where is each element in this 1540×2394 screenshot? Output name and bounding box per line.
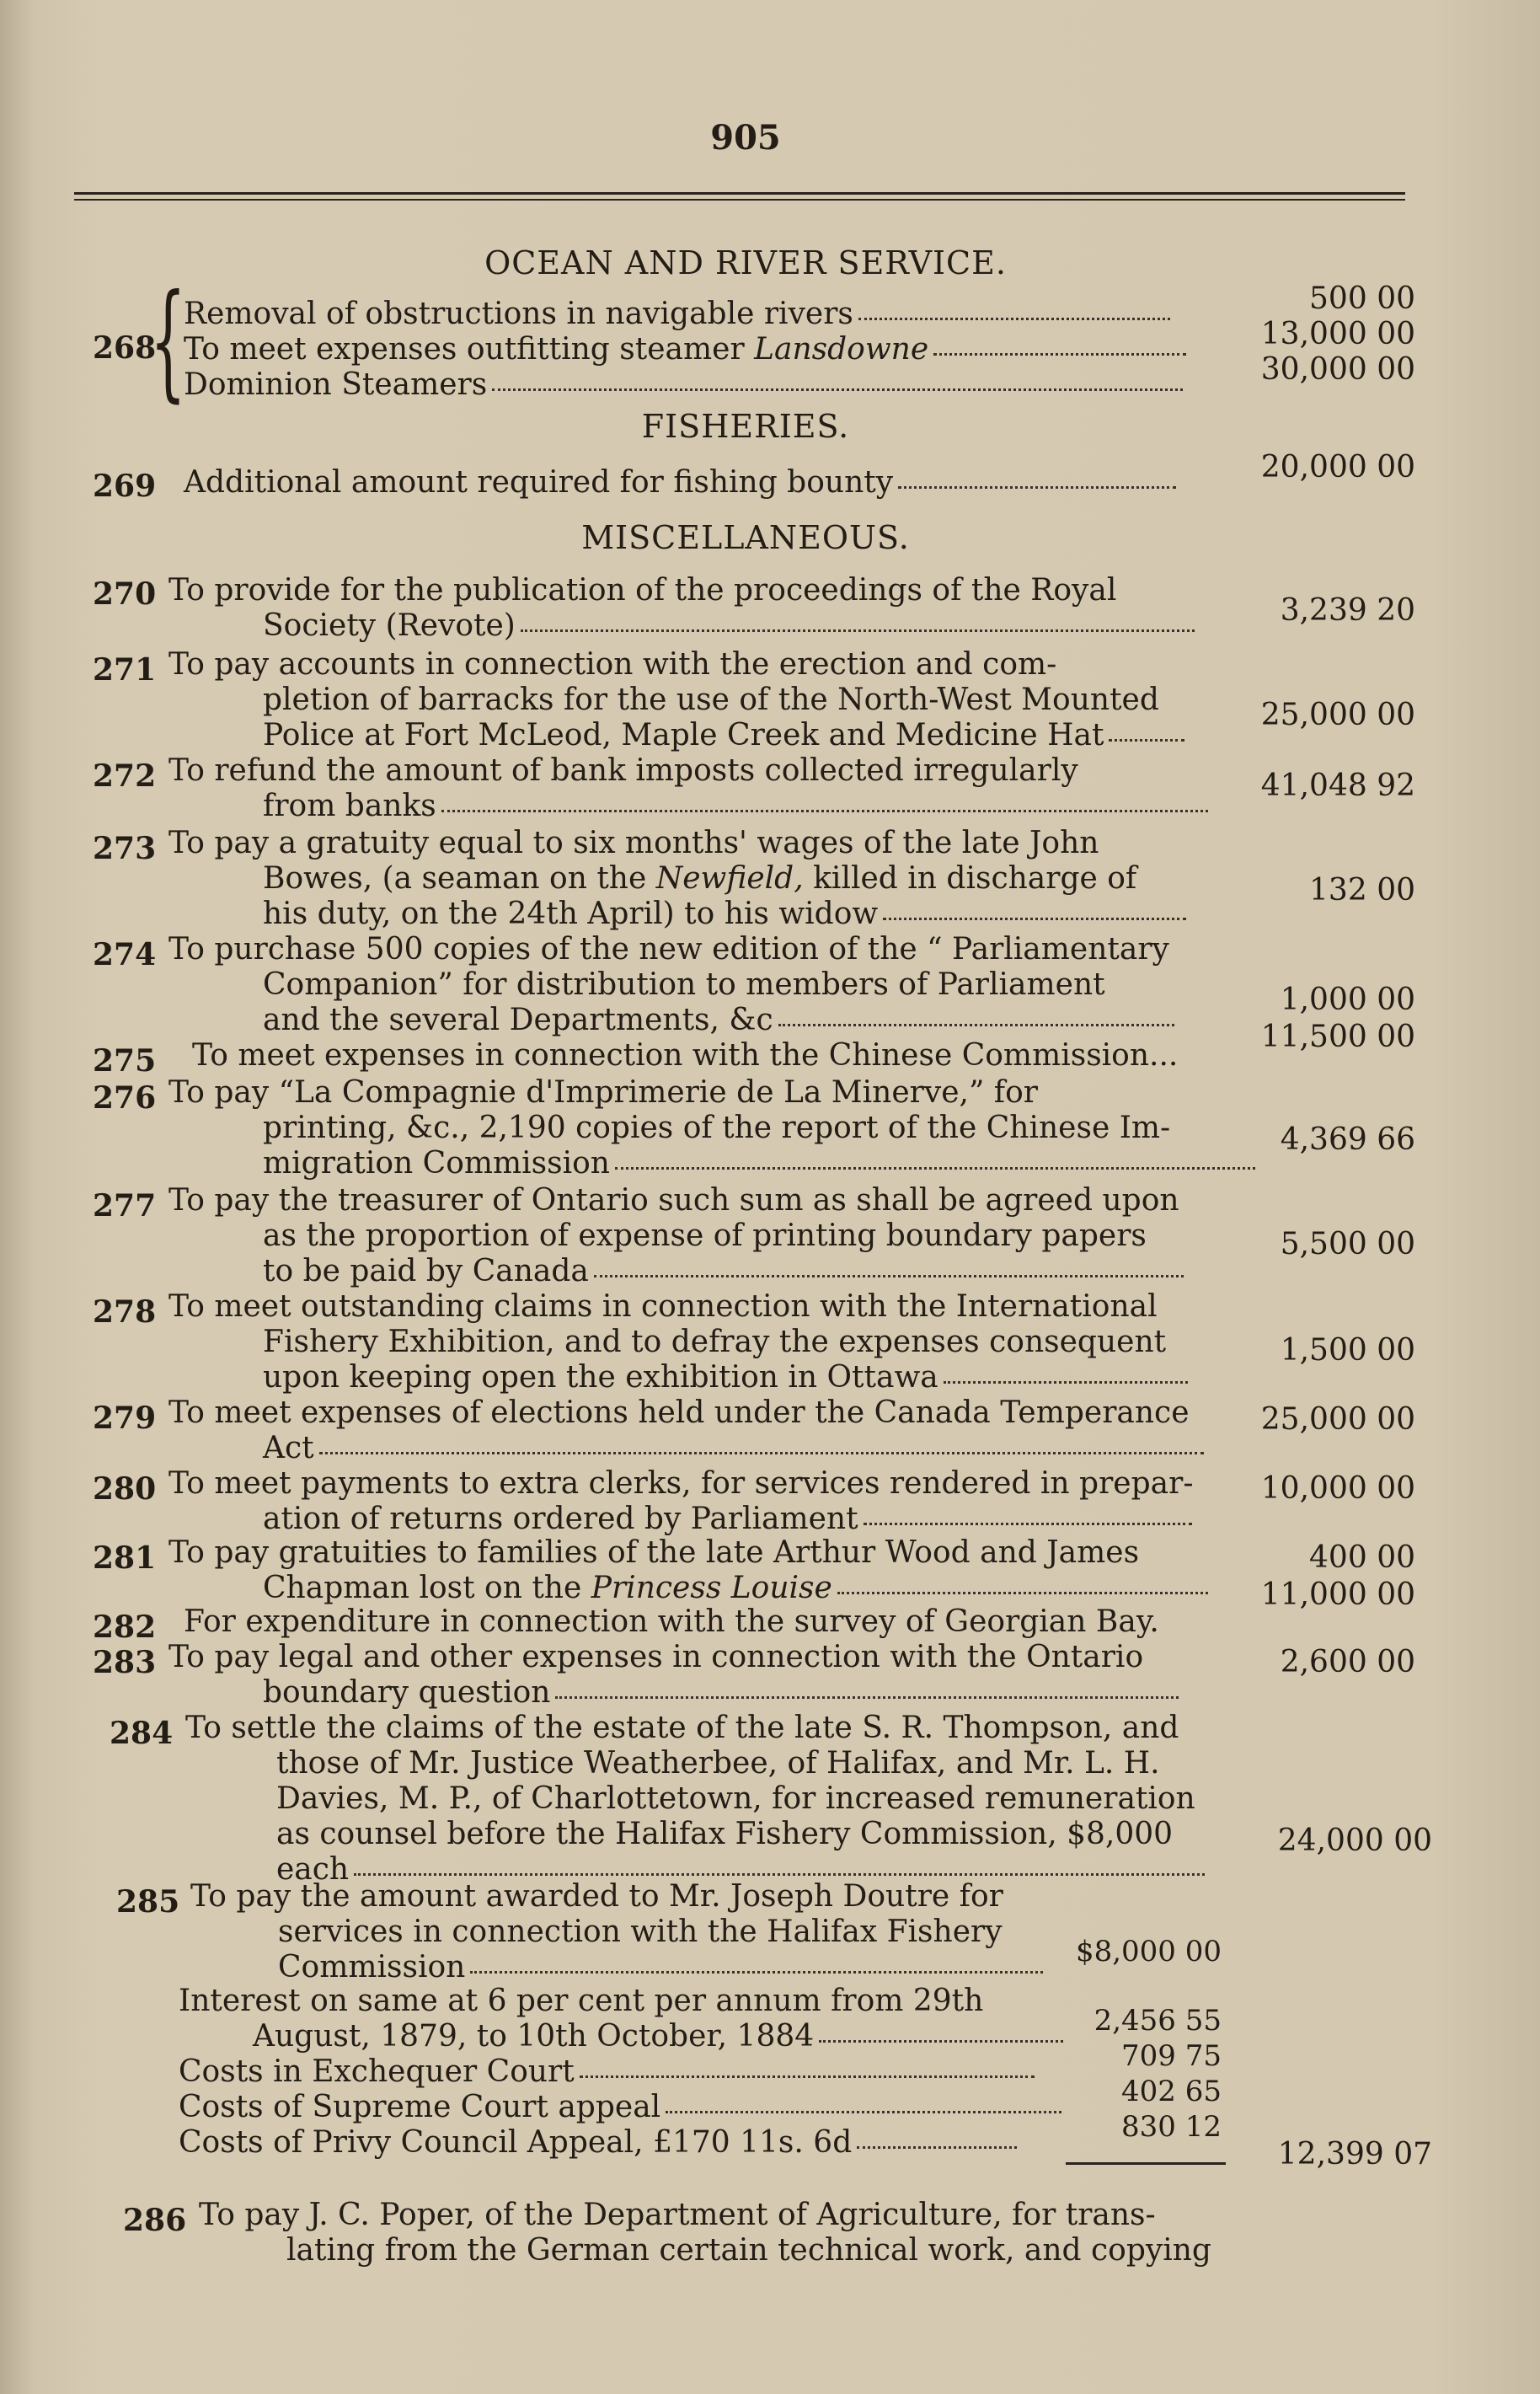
item-line: Chapman lost on the Princess Louise (263, 1571, 1208, 1606)
item-number: 271 (93, 652, 157, 688)
item-line: migration Commission (263, 1146, 1255, 1181)
item-line: boundary question (263, 1675, 1179, 1711)
item-line: as the proportion of expense of printing boundary papers (263, 1218, 1147, 1253)
item-line: For expenditure in connection with the survey of Georgian Bay. (184, 1604, 1159, 1639)
item-amount: 500 00 (1309, 281, 1415, 316)
item-line: To meet expenses of elections held under the Canada Temperance (168, 1395, 1190, 1430)
item-number: 269 (93, 469, 157, 504)
item-line: as counsel before the Halifax Fishery Commission, $8,000 (276, 1817, 1174, 1851)
item-number: 270 (93, 576, 157, 612)
item-number: 283 (93, 1645, 157, 1680)
page-number: 905 (710, 118, 781, 158)
item-number: 272 (93, 758, 157, 794)
item-line: To pay “La Compagnie d'Imprimerie de La Minerve,” for (168, 1075, 1038, 1110)
item-number: 280 (93, 1471, 157, 1507)
item-number: 276 (93, 1080, 157, 1116)
item-amount: 5,500 00 (1280, 1227, 1415, 1261)
item-amount: 10,000 00 (1260, 1471, 1415, 1506)
brace-icon: { (150, 268, 186, 415)
item-line: services in connection with the Halifax Fishery (278, 1915, 1003, 1949)
sub-amount: 709 75 (1121, 2039, 1222, 2073)
item-line: Costs of Privy Council Appeal, £170 11s. 6d (179, 2125, 1017, 2161)
item-line: To pay gratuities to families of the late Arthur Wood and James (168, 1535, 1140, 1570)
item-line: Additional amount required for fishing bounty (184, 465, 1176, 501)
item-line: To pay accounts in connection with the erection and com- (168, 647, 1057, 682)
item-amount: 400 00 (1309, 1540, 1415, 1575)
item-line: To pay the treasurer of Ontario such sum as shall be agreed upon (168, 1183, 1179, 1218)
item-number: 274 (93, 937, 157, 972)
item-number: 278 (93, 1294, 157, 1330)
item-line: To settle the claims of the estate of the late S. R. Thompson, and (185, 1711, 1179, 1745)
item-amount: 25,000 00 (1260, 1402, 1415, 1437)
item-line: To pay a gratuity equal to six months' wages of the late John (168, 826, 1099, 860)
item-line: To meet outstanding claims in connection with the International (168, 1289, 1158, 1324)
item-line: each (276, 1852, 1205, 1888)
item-line: Davies, M. P., of Charlottetown, for increased remuneration (276, 1781, 1195, 1816)
item-line: Costs of Supreme Court appeal (179, 2090, 1061, 2125)
item-line: ation of returns ordered by Parliament (263, 1502, 1192, 1537)
item-amount: 132 00 (1309, 873, 1415, 908)
sub-amount: $8,000 00 (1075, 1935, 1222, 1968)
sub-amount: 2,456 55 (1094, 2004, 1222, 2038)
item-line: August, 1879, to 10th October, 1884 (253, 2019, 1063, 2054)
item-number: 277 (93, 1188, 157, 1224)
item-line: Removal of obstructions in navigable rivers (184, 297, 1170, 332)
item-line: Bowes, (a seaman on the Newfield, killed in discharge of (263, 861, 1137, 896)
item-line: pletion of barracks for the use of the North-West Mounted (263, 683, 1159, 717)
item-number: 279 (93, 1401, 157, 1436)
item-line: printing, &c., 2,190 copies of the report of the Chinese Im- (263, 1111, 1171, 1145)
item-amount: 1,500 00 (1280, 1333, 1415, 1368)
sub-amount: 402 65 (1121, 2075, 1222, 2108)
item-amount: 2,600 00 (1280, 1645, 1415, 1679)
item-line: Society (Revote) (263, 608, 1195, 644)
item-line: Fishery Exhibition, and to defray the expenses consequent (263, 1325, 1167, 1359)
item-amount: 11,500 00 (1260, 1020, 1415, 1054)
item-line: Police at Fort McLeod, Maple Creek and Medicine Hat (263, 718, 1184, 753)
item-amount: 12,399 07 (1277, 2137, 1432, 2172)
item-line: To refund the amount of bank imposts collected irregularly (168, 753, 1078, 788)
item-number: 281 (93, 1540, 157, 1576)
item-line: To meet expenses in connection with the Chinese Commission... (192, 1038, 1179, 1073)
item-line: Interest on same at 6 per cent per annum from 29th (179, 1984, 984, 2018)
item-line: Companion” for distribution to members of Parliament (263, 967, 1105, 1002)
item-number: 273 (93, 831, 157, 866)
item-line: To pay the amount awarded to Mr. Joseph Doutre for (190, 1879, 1003, 1914)
section-heading-fisheries: FISHERIES. (641, 408, 850, 445)
item-line: Act (263, 1431, 1204, 1466)
item-amount: 4,369 66 (1280, 1122, 1415, 1157)
item-line: those of Mr. Justice Weatherbee, of Halifax, and Mr. L. H. (276, 1746, 1160, 1781)
top-rule (74, 192, 1405, 195)
item-number: 286 (123, 2203, 187, 2238)
item-number: 284 (110, 1716, 174, 1751)
item-line: To pay legal and other expenses in connection with the Ontario (168, 1640, 1144, 1674)
item-number: 285 (116, 1884, 180, 1920)
top-rule-2 (74, 199, 1405, 201)
item-line: Dominion Steamers (184, 367, 1183, 403)
item-line: upon keeping open the exhibition in Ottawa (263, 1360, 1188, 1395)
item-amount: 13,000 00 (1260, 317, 1415, 351)
item-line: To provide for the publication of the proceedings of the Royal (168, 573, 1117, 608)
item-line: To meet expenses outfitting steamer Lansdowne (184, 332, 1186, 367)
item-line: To pay J. C. Poper, of the Department of Agriculture, for trans- (199, 2198, 1156, 2232)
item-amount: 25,000 00 (1260, 698, 1415, 732)
item-line: to be paid by Canada (263, 1254, 1184, 1289)
item-amount: 3,239 20 (1280, 593, 1415, 628)
subtotal-rule (1066, 2162, 1226, 2165)
item-line: Costs in Exchequer Court (179, 2054, 1035, 2090)
item-line: lating from the German certain technical work, and copying (286, 2233, 1211, 2268)
item-line: from banks (263, 789, 1208, 824)
item-amount: 30,000 00 (1260, 352, 1415, 387)
item-number: 275 (93, 1043, 157, 1079)
sub-amount: 830 12 (1121, 2110, 1222, 2144)
item-amount: 20,000 00 (1260, 450, 1415, 485)
item-number: 282 (93, 1609, 157, 1645)
item-line: To purchase 500 copies of the new edition of the “ Parliamentary (168, 932, 1169, 967)
item-amount: 1,000 00 (1280, 983, 1415, 1017)
item-line: To meet payments to extra clerks, for services rendered in prepar- (168, 1466, 1194, 1501)
section-heading-ocean: OCEAN AND RIVER SERVICE. (484, 244, 1007, 281)
section-heading-misc: MISCELLANEOUS. (581, 519, 910, 556)
item-line: Commission (278, 1950, 1043, 1985)
item-line: his duty, on the 24th April) to his widow (263, 897, 1186, 932)
item-line: and the several Departments, &c (263, 1003, 1174, 1038)
item-amount: 11,000 00 (1260, 1577, 1415, 1612)
item-number: 268 (93, 330, 157, 366)
item-amount: 41,048 92 (1260, 769, 1415, 803)
item-amount: 24,000 00 (1277, 1824, 1432, 1858)
